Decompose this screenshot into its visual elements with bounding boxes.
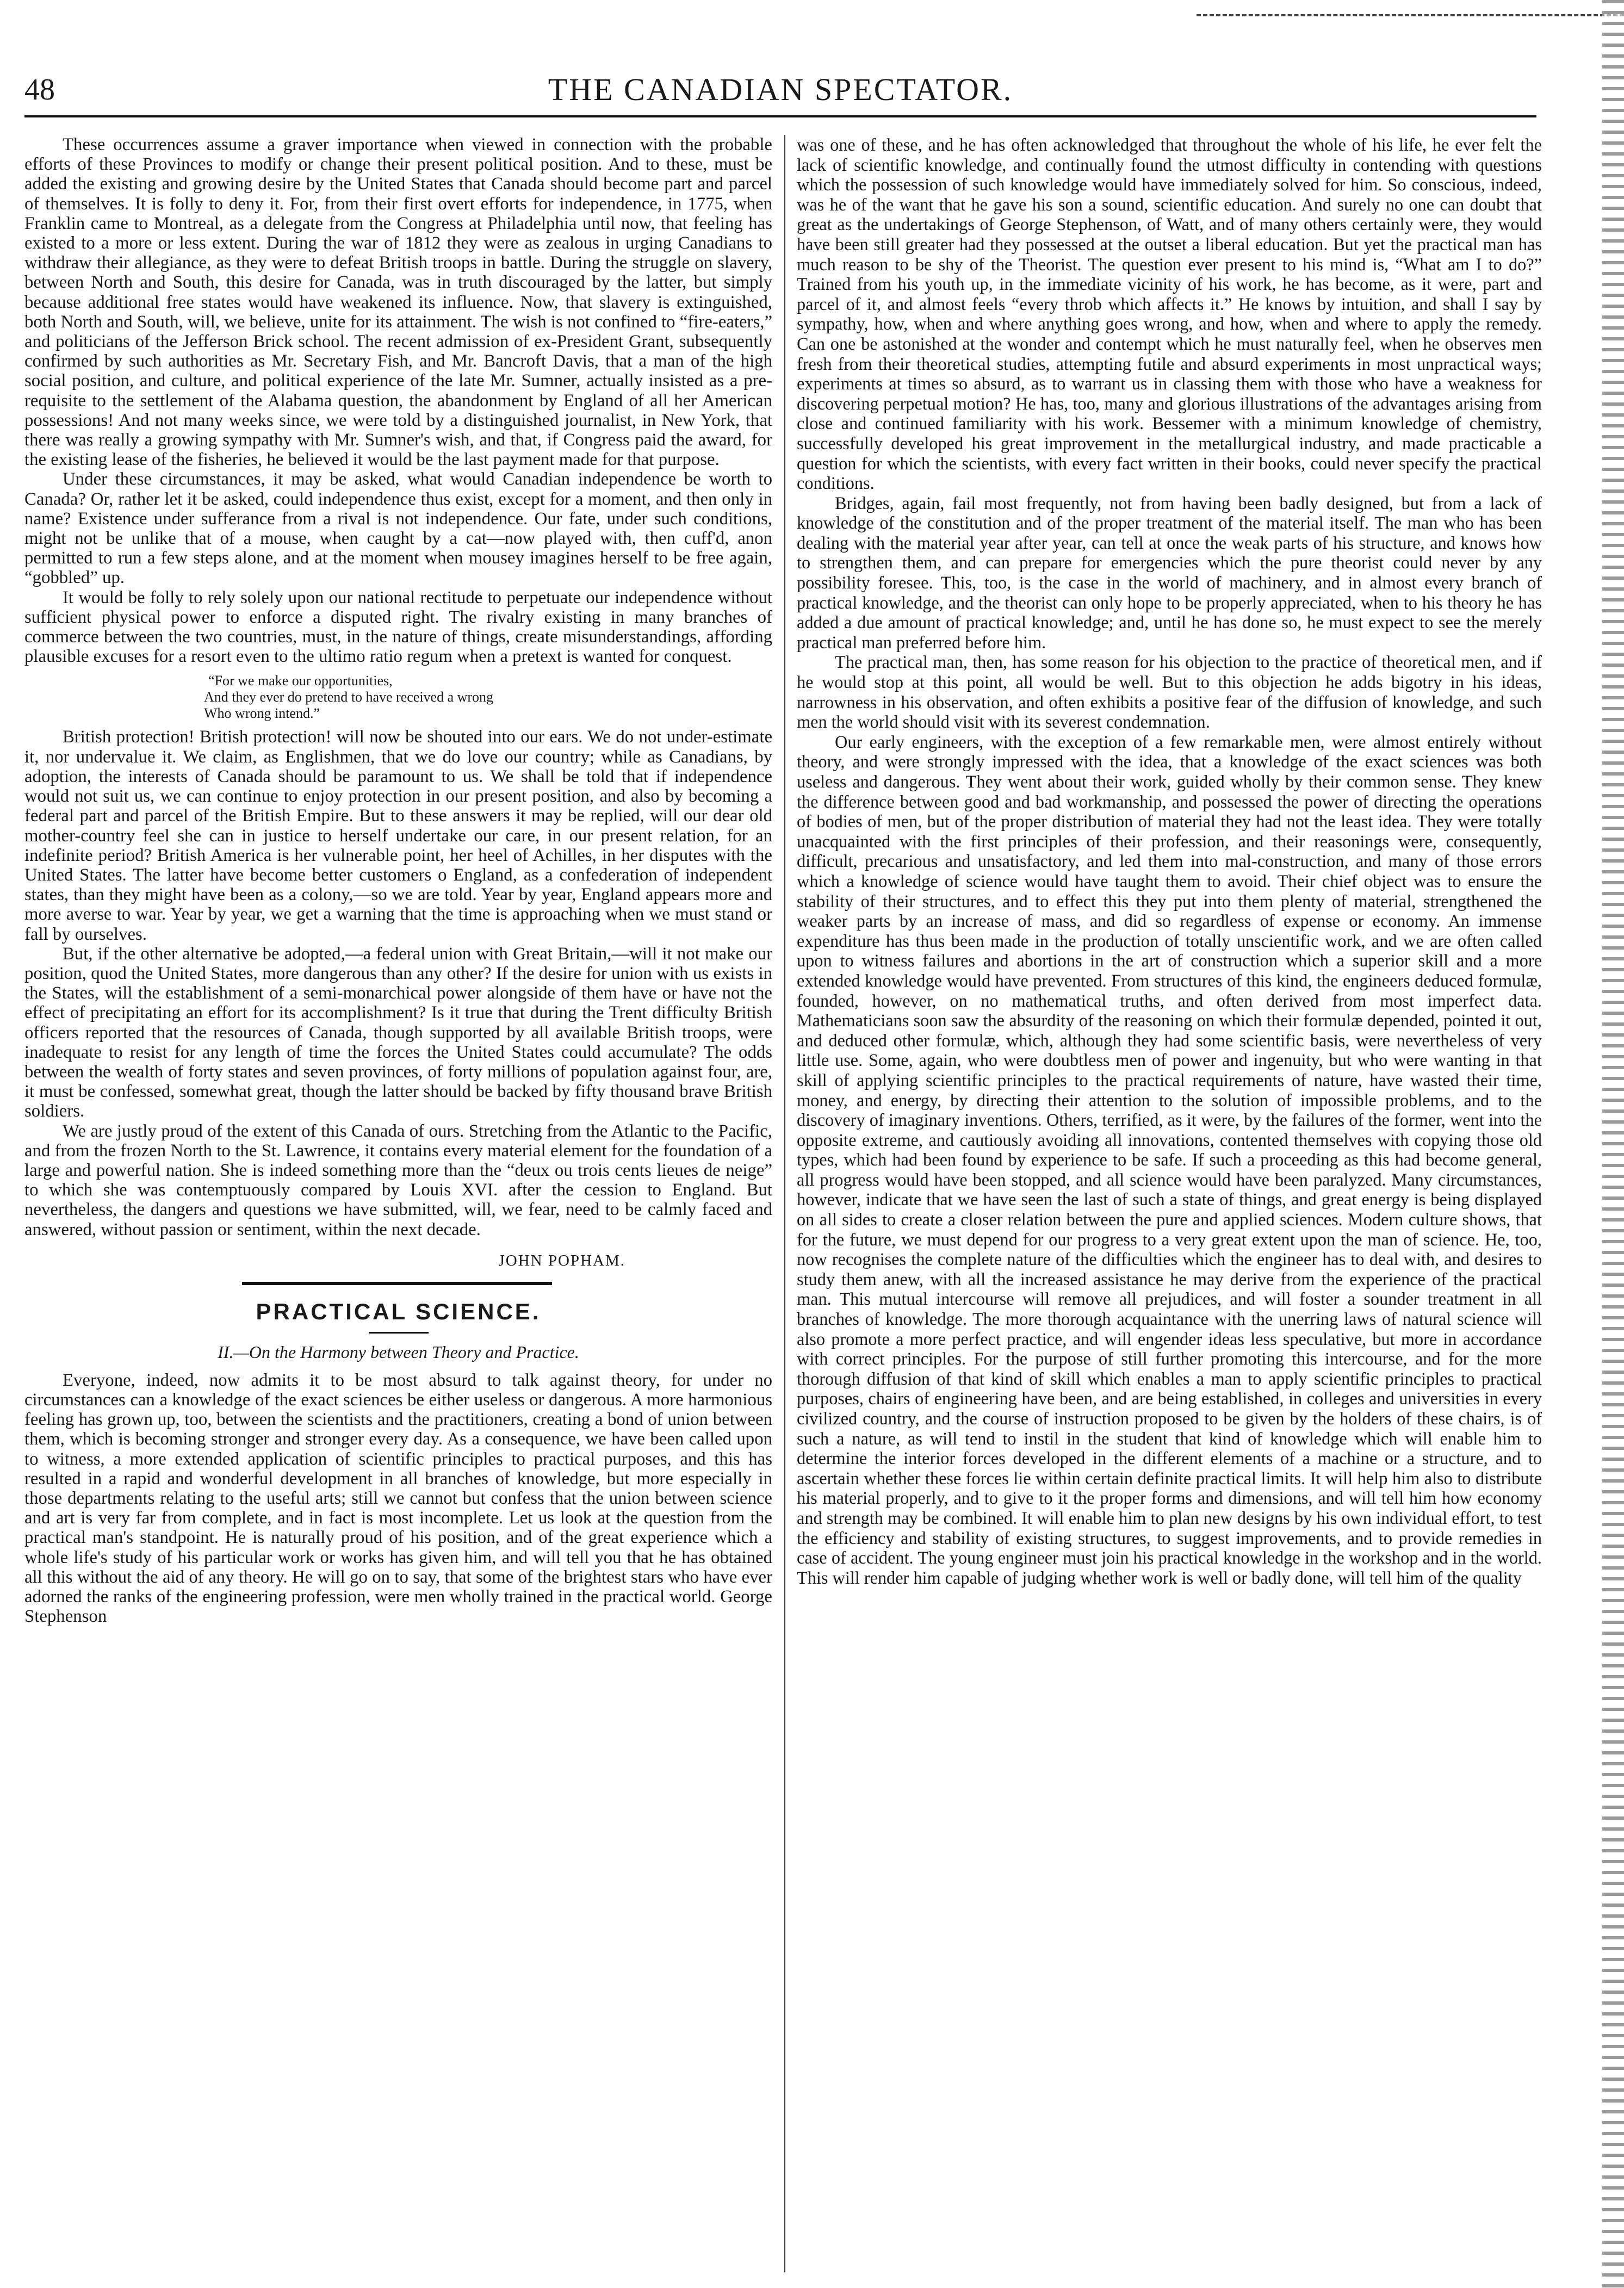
header-rule (24, 115, 1536, 117)
paragraph: But, if the other alternative be adopted,—a federal union with Great Britain,—will it not make our position, quod the United States, more dangerous than any other? If the desire for union with us exists in the States, will the establishment of a semi-monarchical power alongside of them have or have not the effect of precipitating an effort for its accomplishment? Is it true that during the Trent difficulty British officers reported that the resources of Canada, though supported by all available British troops, were inadequate to resist for any length of time the forces the United States could accumulate? The odds between the wealth of forty states and seven provinces, of forty millions of population against four, are, it must be confessed, somewhat great, though the latter should be backed by fifty thousand brave British soldiers. (24, 944, 772, 1121)
paragraph: British protection! British protection! will now be shouted into our ears. We do not under-estimate it, nor undervalue it. We claim, as Englishmen, that we do love our country; while as Canadians, by adoption, the interests of Canada should be paramount to us. We shall be told that if independence would not suit us, we can continue to enjoy protection in our present position, and also by becoming a federal part and parcel of the British Empire. But to these answers it may be replied, will our dear old mother-country feel she can in justice to herself undertake our care, in our present relation, for an indefinite period? British America is her vulnerable point, her heel of Achilles, in her disputes with the United States. The latter have become better customers o England, as a confederation of independent states, than they might have been as a colony,—so we are told. Year by year, England appears more and more averse to war. Year by year, we get a warning that the time is approaching when we must stand or fall by ourselves. (24, 727, 772, 944)
section-separator (242, 1282, 552, 1285)
paragraph: These occurrences assume a graver importance when viewed in connection with the probable efforts of these Provinces to modify or change their present political position. And to these, must be added the existing and growing desire by the United States that Canada should become part and parcel of themselves. It is folly to deny it. For, from their first overt efforts for independence, in 1775, when Franklin came to Montreal, as a delegate from the Congress at Philadelphia until now, that feeling has existed to a more or less extent. During the war of 1812 they were as zealous in urging Canadians to withdraw their allegiance, as they were to defeat British troops in battle. During the struggle on slavery, between North and South, this desire for Canada, was in truth discouraged by the latter, but simply because additional free states would have weakened its influence. Now, that slavery is extinguished, both North and South, will, we believe, unite for its attainment. The wish is not confined to “fire-eaters,” and politicians of the Jefferson Brick school. The recent admission of ex-President Grant, subsequently confirmed by such authorities as Mr. Secretary Fish, and Mr. Bancroft Davis, that a man of the high social position, and culture, and political experience of the late Mr. Sumner, actually insisted as a pre-requisite to the settlement of the Alabama question, the abandonment by England of all her American possessions! And not many weeks since, we were told by a distinguished journalist, in New York, that there was really a growing sympathy with Mr. Sumner's wish, and that, if Congress paid the award, for the existing lease of the fisheries, he believed it would be the last payment made for that purpose. (24, 135, 772, 470)
page-edge-top (1197, 0, 1624, 16)
paragraph: Everyone, indeed, now admits it to be most absurd to talk against theory, for under no circumstances can a knowledge of the exact sciences be either useless or dangerous. A more harmonious feeling has grown up, too, between the scientists and the practitioners, creating a bond of union between them, which is becoming stronger and stronger every day. As a consequence, we have been called upon to witness, a more extended application of scientific principles to practical purposes, and this has resulted in a rapid and wonderful development in all branches of knowledge, but more especially in those departments relating to the useful arts; still we cannot but confess that the union between science and art is very far from complete, and in fact is most incomplete. Let us look at the question from the practical man's standpoint. He is naturally proud of his position, and of the great experience which a whole life's study of his particular work or works has given him, and will tell you that he has obtained all this without the aid of any theory. He will go on to say, that some of the brightest stars who have ever adorned the ranks of the engineering profession, were men wholly trained in the practical world. George Stephenson (24, 1370, 772, 1627)
page-header (24, 71, 1536, 109)
page-number: 48 (24, 73, 55, 107)
paragraph: Under these circumstances, it may be asked, what would Canadian independence be worth to Canada? Or, rather let it be asked, could independence thus exist, except for a moment, and then only in name? Existence under sufferance from a rival is not independence. Our fate, under such conditions, might not be unlike that of a mouse, when caught by a cat—now played with, then cuff'd, anon permitted to run a few steps alone, and at the moment when mousey imagines herself to be free again, “gobbled” up. (24, 469, 772, 588)
verse-line: “For we make our opportunities, (208, 673, 393, 689)
section-title: PRACTICAL SCIENCE. (256, 1298, 541, 1324)
masthead: THE CANADIAN SPECTATOR. (548, 72, 1013, 107)
title-rule (369, 1332, 429, 1334)
paragraph: Bridges, again, fail most frequently, not from having been badly designed, but from a lack of knowledge of the constitution and of the proper treatment of the material itself. The man who has been dealing with the material year after year, can tell at once the weak parts of his structure, and knows how to strengthen them, and can prepare for emergencies which the pure theorist could never by any possibility foresee. This, too, is the case in the world of machinery, and in almost every branch of practical knowledge, and the theorist can only hope to be properly appreciated, when to his theory he has added a due amount of practical knowledge; and, until he has done so, he must expect to see the merely practical man preferred before him. (797, 493, 1542, 652)
page-edge-right (1602, 0, 1624, 2288)
paragraph: Our early engineers, with the exception of a few remarkable men, were almost entirely without theory, and were strongly impressed with the idea, that a knowledge of the exact sciences was both useless and dangerous. They went about their work, guided wholly by their common sense. They knew the difference between good and bad workmanship, and possessed the power of directing the operations of bodies of men, but of the proper distribution of material they had not the least idea. They were totally unacquainted with the first principles of their profession, and their reasonings were, consequently, difficult, precarious and unsatisfactory, and led them into mal-construction, and many of those errors which a knowledge of science would have taught them to avoid. Their chief object was to ensure the stability of their structures, and to effect this they put into them plenty of material, strengthened the weaker parts by an increase of mass, and did so regardless of expense or economy. An immense expenditure has thus been made in the production of totally unscientific work, and we are often called upon to witness failures and abortions in the art of construction which a superior skill and a more extended knowledge would have prevented. From structures of this kind, the engineers deduced formulæ, founded, however, on no mathematical truths, and often derived from most imperfect data. Mathematicians soon saw the absurdity of the reasoning on which their formulæ depended, pointed it out, and deduced other formulæ, which, although they had some scientific basis, were nevertheless of very little use. Some, again, who were doubtless men of power and ingenuity, but who were wanting in that skill of applying scientific principles to the practical requirements of nature, have wasted their time, money, and energy, by directing their attention to the solution of impossible problems, and to the discovery of imaginary inventions. Others, terrified, as it were, by the failures of the former, went into the opposite extreme, and cautiously avoiding all innovations, contented themselves with copying those old types, which had been found by experience to be safe. If such a proceeding as this had become general, all progress would have been stopped, and all science would have been paralyzed. Many circumstances, however, indicate that we have seen the last of such a state of things, and great energy is being displayed on all sides to create a closer relation between the pure and applied sciences. Modern culture shows, that for the future, we must depend for our progress to a very great extent upon the man of science. He, too, now recognises the complete nature of the difficulties which the engineer has to deal with, and desires to study them anew, with all the increased assistance he may derive from the experience of the practical man. This mutual intercourse will remove all prejudices, and will foster a sounder treatment in all branches of knowledge. The more thorough acquaintance with the unerring laws of natural science will also promote a more perfect practice, and will engender ideas less speculative, but more in accordance with correct principles. For the purpose of still further promoting this intercourse, and for the more thorough diffusion of that kind of skill which enables a man to apply scientific principles to practical purposes, chairs of engineering have been, and are being established, in colleges and universities in every civilized country, and the course of instruction proposed to be given by the holders of these chairs, is of such a nature, as will tend to instil in the student that kind of knowledge which will enable him to determine the interior forces developed in the different elements of a machine or a structure, and to ascertain whether these forces lie within certain definite practical limits. It will help him also to distribute his material properly, and to give to it the proper forms and dimensions, and will tell him how economy and strength may be combined. It will enable him to plan new designs by his own individual effort, to test the efficiency and stability of existing structures, to suggest improvements, and to provide remedies in case of accident. The young engineer must join his practical knowledge in the workshop and in the world. This will render him capable of judging whether work is well or badly done, will tell him of the quality (797, 731, 1542, 1588)
column-divider (784, 135, 785, 2272)
quoted-verse (204, 673, 772, 722)
section-subtitle: II.—On the Harmony between Theory and Practice. (218, 1342, 579, 1362)
author-signature: JOHN POPHAM. (498, 1251, 625, 1269)
verse-line: And they ever do pretend to have received a wrong (204, 689, 494, 705)
left-column (24, 135, 772, 2272)
paragraph: It would be folly to rely solely upon our national rectitude to perpetuate our independence without sufficient physical power to enforce a disputed right. The rivalry existing in many branches of commerce between the two countries, must, in the nature of things, create misunderstandings, affording plausible excuses for a resort even to the ultimo ratio regum when a pretext is wanted for conquest. (24, 587, 772, 667)
verse-line: Who wrong intend.” (204, 705, 320, 722)
right-column (797, 135, 1542, 2272)
paragraph: The practical man, then, has some reason for his objection to the practice of theoretical men, and if he would stop at this point, all would be well. But to this objection he adds bigotry in his ideas, narrowness in his observation, and often exhibits a positive fear of the diffusion of knowledge, and such men the world should visit with its severest condemnation. (797, 652, 1542, 732)
paragraph: We are justly proud of the extent of this Canada of ours. Stretching from the Atlantic to the Pacific, and from the frozen North to the St. Lawrence, it contains every material element for the foundation of a large and powerful nation. She is indeed something more than the “deux ou trois cents lieues de neige” to which she was contemptuously compared by Louis XVI. after the cession to England. But nevertheless, the dangers and questions we have submitted, will, we fear, need to be calmly faced and answered, without passion or sentiment, within the next decade. (24, 1121, 772, 1239)
paragraph: was one of these, and he has often acknowledged that throughout the whole of his life, he ever felt the lack of scientific knowledge, and continually found the utmost difficulty in contending with questions which the possession of such knowledge would have immediately solved for him. So conscious, indeed, was he of the want that he gave his son a sound, scientific education. And surely no one can doubt that great as the undertakings of George Stephenson, of Watt, and of many others certainly were, they would have been still greater had they possessed at the outset a liberal education. But yet the practical man has much reason to be shy of the Theorist. The question ever present to his mind is, “What am I to do?” Trained from his youth up, in the immediate vicinity of his work, he has become, as it were, part and parcel of it, and almost feels “every throb which affects it.” He knows by intuition, and shall I say by sympathy, how, when and where anything goes wrong, and how, when and where to apply the remedy. Can one be astonished at the wonder and contempt which he must naturally feel, when he observes men fresh from their theoretical studies, attempting futile and absurd experiments in most unpractical ways; experiments at times so absurd, as to warrant us in classing them with those who have a weakness for discovering perpetual motion? He has, too, many and glorious illustrations of the advantages arising from close and continued familiarity with his work. Bessemer with a minimum knowledge of chemistry, successfully developed his great improvement in the metallurgical industry, and made practicable a question for which the scientists, with every fact written in their books, could never specify the practical conditions. (797, 135, 1542, 493)
